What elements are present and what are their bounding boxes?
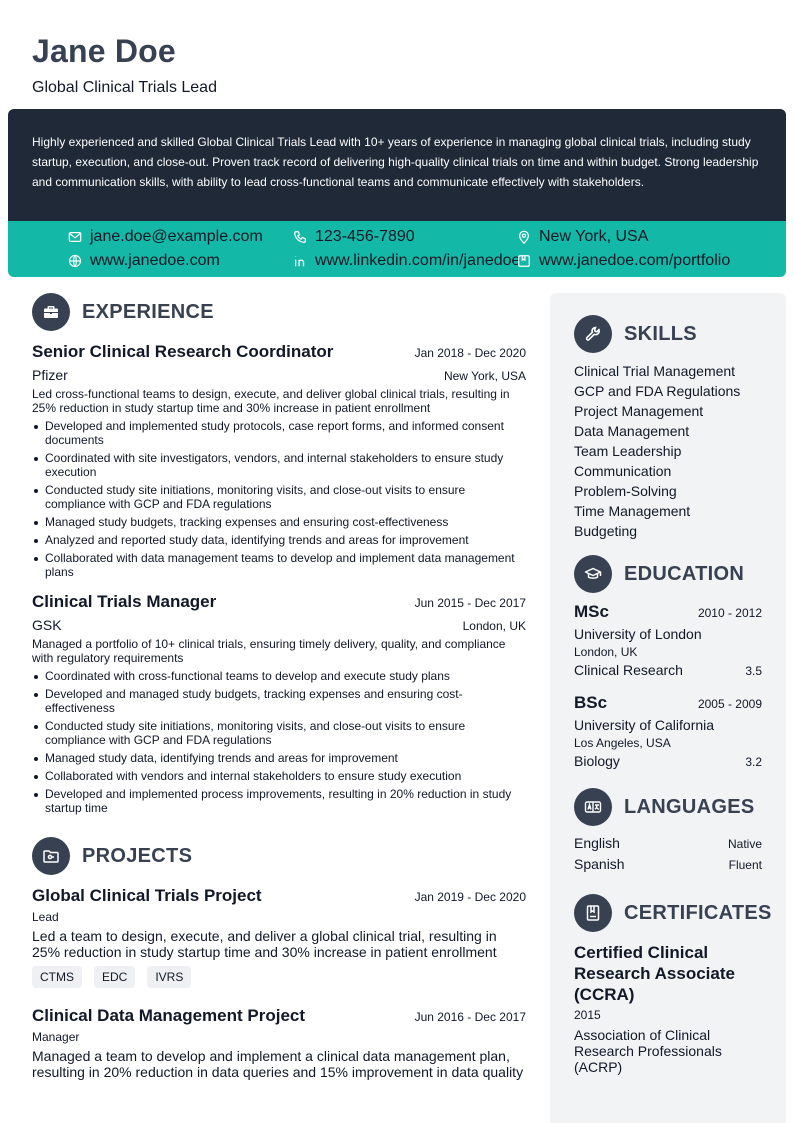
gpa: 3.2	[745, 755, 762, 769]
certificates-heading: CERTIFICATES	[624, 901, 772, 924]
job-date: Jan 2018 - Dec 2020	[414, 346, 526, 360]
job-description: Led cross-functional teams to design, execute, and deliver global clinical trials, resulting in 25% reduction in study startup time and 30% increase in patient enrollment	[32, 387, 510, 415]
language-item	[574, 854, 762, 875]
skills-list	[574, 361, 762, 541]
field-of-study: Biology	[574, 753, 620, 769]
experience-section-header	[32, 293, 526, 331]
language-level: Native	[727, 837, 762, 851]
email-text: jane.doe@example.com	[90, 228, 263, 245]
skill-item: Project Management	[574, 403, 704, 419]
resume-header	[32, 32, 217, 98]
briefcase-icon	[32, 293, 70, 331]
phone-text: 123-456-7890	[315, 228, 415, 245]
bullet-item: Collaborated with data management teams to develop and implement data management plans	[32, 551, 526, 579]
portfolio-icon	[517, 254, 531, 268]
bullet-item: Analyzed and reported study data, identifying trends and areas for improvement	[32, 533, 526, 547]
job-date: Jun 2015 - Dec 2017	[414, 596, 526, 610]
job-location: New York, USA	[443, 369, 526, 383]
book-icon	[574, 894, 612, 932]
education-heading: EDUCATION	[624, 562, 745, 585]
project-role: Lead	[32, 910, 59, 924]
bullet-item: Developed and managed study budgets, tracking expenses and ensuring cost-effectiveness	[32, 687, 526, 715]
job-description: Managed a portfolio of 10+ clinical trials, ensuring timely delivery, quality, and compliance with regulatory requirements	[32, 637, 506, 665]
bullet-item: Managed study budgets, tracking expenses and ensuring cost-effectiveness	[32, 515, 526, 529]
bullet-item: Developed and implemented process improvements, resulting in 20% reduction in study startup time	[32, 787, 526, 815]
mail-icon	[68, 230, 82, 244]
skill-item: Data Management	[574, 423, 690, 439]
tag: EDC	[94, 966, 135, 988]
education-years: 2010 - 2012	[697, 606, 762, 620]
job-company: GSK	[32, 617, 62, 633]
certificate-year: 2015	[574, 1008, 601, 1022]
language-name: English	[574, 835, 620, 851]
education-section-header	[574, 555, 762, 593]
tag: IVRS	[147, 966, 191, 988]
job-bullets	[32, 669, 526, 815]
project-role: Manager	[32, 1030, 80, 1044]
degree: MSc	[574, 602, 609, 621]
education-item	[574, 693, 762, 769]
folder-icon	[32, 837, 70, 875]
project-date: Jun 2016 - Dec 2017	[414, 1010, 526, 1024]
language-name: Spanish	[574, 856, 625, 872]
website-text: www.janedoe.com	[90, 252, 220, 269]
school-location: London, UK	[574, 645, 638, 659]
bullet-item: Coordinated with cross-functional teams to develop and execute study plans	[32, 669, 526, 683]
skill-item: GCP and FDA Regulations	[574, 383, 741, 399]
bullet-item: Collaborated with vendors and internal stakeholders to ensure study execution	[32, 769, 526, 783]
skill-item: Communication	[574, 463, 672, 479]
candidate-name: Jane Doe	[32, 33, 176, 69]
map-pin-icon	[517, 230, 531, 244]
field-of-study: Clinical Research	[574, 662, 683, 678]
project-date: Jan 2019 - Dec 2020	[414, 890, 526, 904]
candidate-title: Global Clinical Trials Lead	[32, 79, 217, 96]
wrench-icon	[574, 315, 612, 353]
bullet-item: Developed and implemented study protocols, case report forms, and informed consent documents	[32, 419, 526, 447]
bullet-item: Coordinated with site investigators, vendors, and internal stakeholders to ensure study execution	[32, 451, 526, 479]
project-description: Managed a team to develop and implement a clinical data management plan, resulting in 20% reduction in data queries and 15% improvement in data quality	[32, 1048, 524, 1080]
graduation-cap-icon	[574, 555, 612, 593]
tag: CTMS	[32, 966, 82, 988]
contact-email[interactable]	[68, 227, 263, 247]
bullet-item: Conducted study site initiations, monitoring visits, and close-out visits to ensure compliance with GCP and FDA regulations	[32, 719, 526, 747]
certificate-title: Certified Clinical Research Associate (CCRA)	[574, 943, 735, 1004]
project-item	[32, 886, 526, 988]
contact-phone[interactable]	[293, 227, 415, 247]
job-title: Senior Clinical Research Coordinator	[32, 342, 334, 361]
location-text: New York, USA	[539, 228, 649, 245]
skills-heading: SKILLS	[624, 322, 697, 345]
education-years: 2005 - 2009	[697, 697, 762, 711]
main-column	[32, 293, 526, 1080]
skill-item: Budgeting	[574, 523, 638, 539]
job-title: Clinical Trials Manager	[32, 592, 217, 611]
certificate-item	[574, 942, 762, 1075]
languages-heading: LANGUAGES	[624, 795, 755, 818]
experience-item	[32, 592, 526, 815]
certificate-issuer: Association of Clinical Research Professionals (ACRP)	[574, 1027, 722, 1075]
project-tags	[32, 966, 526, 988]
project-description: Led a team to design, execute, and deliver a global clinical trial, resulting in 25% reduction in study startup time and 30% increase in patient enrollment	[32, 928, 497, 960]
school-name: University of California	[574, 717, 715, 733]
job-bullets	[32, 419, 526, 579]
summary-text: Highly experienced and skilled Global Clinical Trials Lead with 10+ years of experience in managing global clinical trials, including study startup, execution, and close-out. Proven track record of delivering high-quality clinical trials on time and within budget. Strong leadership and communication skills, with ability to lead cross-functional teams and communicate effectively with stakeholders.	[8, 109, 786, 221]
experience-heading: EXPERIENCE	[82, 300, 214, 323]
linkedin-text: www.linkedin.com/in/janedoe	[315, 252, 521, 269]
languages-section-header	[574, 788, 762, 826]
linkedin-icon	[293, 254, 307, 268]
degree: BSc	[574, 693, 608, 712]
globe-icon	[68, 254, 82, 268]
projects-section-header	[32, 837, 526, 875]
languages-list	[574, 833, 762, 875]
project-title: Global Clinical Trials Project	[32, 886, 262, 905]
contact-website[interactable]	[68, 251, 220, 271]
contact-location	[517, 227, 648, 247]
skills-section-header	[574, 315, 762, 353]
skill-item: Time Management	[574, 503, 691, 519]
skill-item: Team Leadership	[574, 443, 682, 459]
job-location: London, UK	[462, 619, 526, 633]
gpa: 3.5	[745, 664, 762, 678]
bullet-item: Managed study data, identifying trends and areas for improvement	[32, 751, 526, 765]
contact-linkedin[interactable]	[293, 251, 520, 271]
sidebar-panel	[550, 293, 786, 1123]
education-item	[574, 602, 762, 678]
language-level: Fluent	[728, 858, 762, 872]
school-location: Los Angeles, USA	[574, 736, 671, 750]
skill-item: Problem-Solving	[574, 483, 677, 499]
bullet-item: Conducted study site initiations, monitoring visits, and close-out visits to ensure compliance with GCP and FDA regulations	[32, 483, 526, 511]
portfolio-text: www.janedoe.com/portfolio	[539, 252, 731, 269]
school-name: University of London	[574, 626, 702, 642]
project-item	[32, 1006, 526, 1080]
language-item	[574, 833, 762, 854]
translate-icon	[574, 788, 612, 826]
job-company: Pfizer	[32, 367, 68, 383]
certificates-section-header	[574, 894, 772, 932]
skill-item: Clinical Trial Management	[574, 363, 736, 379]
phone-icon	[293, 230, 307, 244]
experience-item	[32, 342, 526, 579]
contact-portfolio[interactable]	[517, 251, 730, 271]
project-title: Clinical Data Management Project	[32, 1006, 306, 1025]
projects-heading: PROJECTS	[82, 844, 193, 867]
